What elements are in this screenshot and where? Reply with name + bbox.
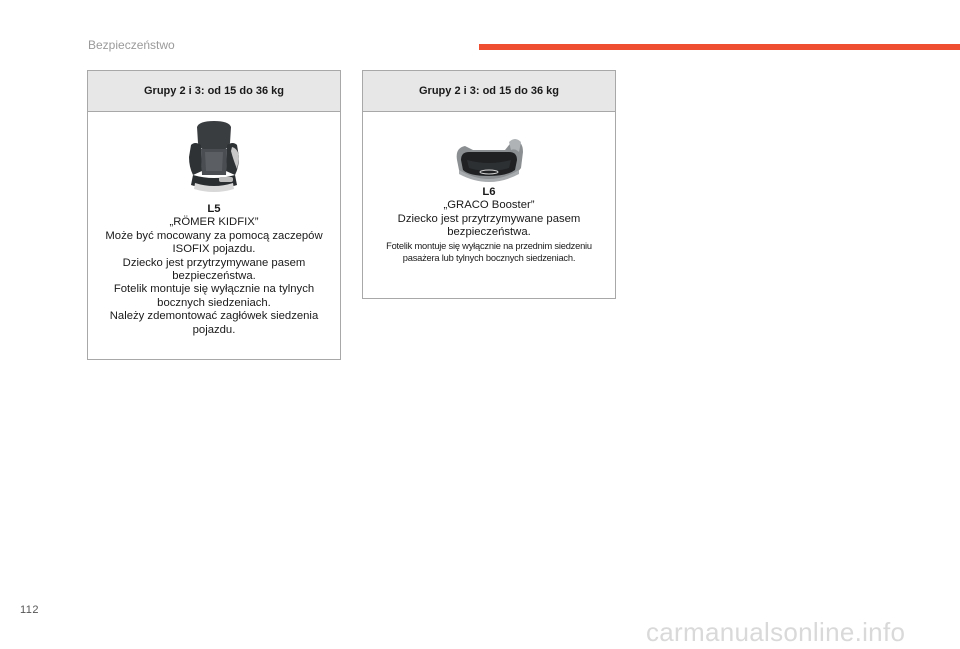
page-number: 112	[20, 604, 40, 616]
seat-info-line: Może być mocowany za pomocą zaczepów ISOFIX pojazdu.	[105, 229, 323, 256]
highback-booster-seat-icon	[179, 119, 249, 195]
seat-card-l5	[87, 70, 341, 360]
seat-model: „GRACO Booster”	[443, 199, 535, 212]
section-accent-bar	[479, 44, 960, 50]
seat-model: „RÖMER KIDFIX”	[169, 216, 259, 229]
seat-code: L6	[482, 186, 496, 198]
seat-info-line: Fotelik montuje się wyłącznie na tylnych bocznych siedzeniach.	[113, 283, 315, 309]
seat-info-line: Dziecko jest przytrzymywane pasem bezpieczeństwa.	[122, 256, 306, 283]
card-heading: Grupy 2 i 3: od 15 do 36 kg	[363, 71, 615, 112]
section-title: Bezpieczeństwo	[88, 38, 175, 52]
watermark: carmanualsonline.info	[646, 617, 906, 647]
seat-note: Fotelik montuje się wyłącznie na przednim siedzeniu pasażera lub tylnych bocznych siedzeniach.	[386, 240, 592, 264]
booster-cushion-icon	[453, 130, 525, 186]
seat-code: L5	[207, 203, 221, 215]
card-heading: Grupy 2 i 3: od 15 do 36 kg	[88, 71, 340, 112]
seat-info-line: Należy zdemontować zagłówek siedzenia pojazdu.	[109, 310, 319, 336]
seat-info-line: Dziecko jest przytrzymywane pasem bezpieczeństwa.	[397, 212, 581, 239]
seat-card-l6	[362, 70, 616, 299]
